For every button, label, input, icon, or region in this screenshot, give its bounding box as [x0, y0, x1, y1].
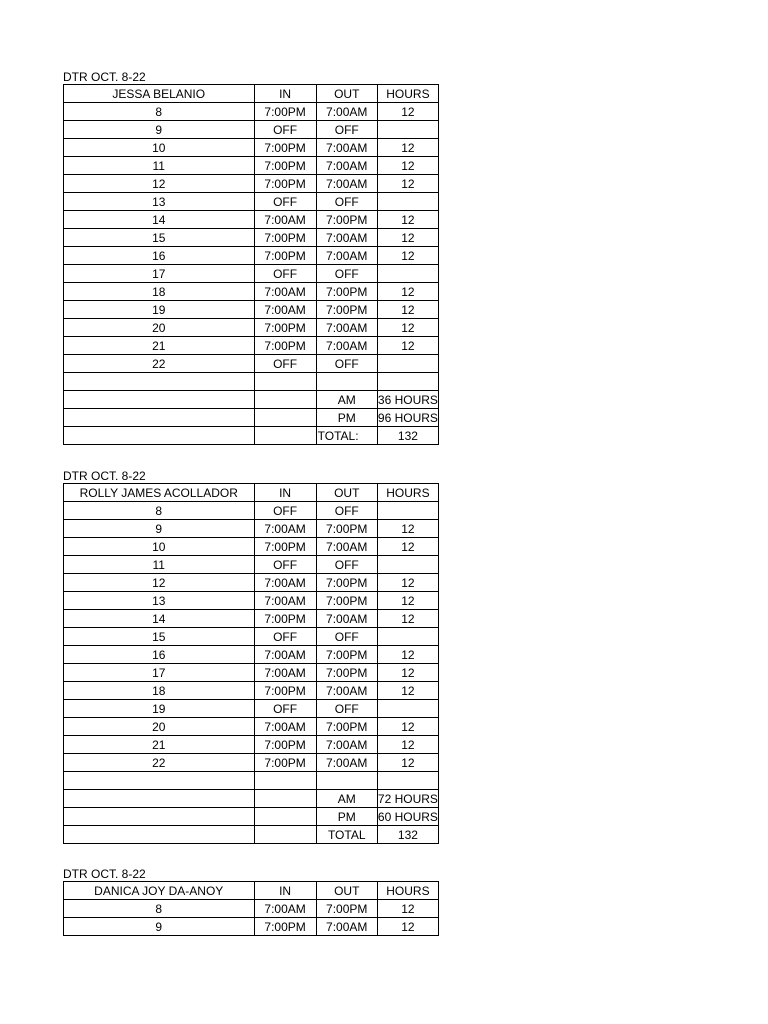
out-cell: 7:00PM [316, 664, 377, 682]
column-header: HOURS [377, 882, 438, 900]
day-cell: 10 [64, 139, 255, 157]
table-row [64, 211, 439, 229]
empty-cell [254, 808, 316, 826]
day-cell: 22 [64, 754, 255, 772]
empty-cell [64, 391, 255, 409]
in-cell: 7:00PM [254, 319, 316, 337]
hours-cell: 12 [377, 754, 438, 772]
dtr-table [63, 483, 439, 844]
table-row [64, 700, 439, 718]
day-cell: 19 [64, 301, 255, 319]
empty-cell [254, 790, 316, 808]
hours-cell: 12 [377, 918, 438, 936]
hours-cell: 12 [377, 319, 438, 337]
out-cell: 7:00PM [316, 900, 377, 918]
table-row [64, 718, 439, 736]
day-cell [64, 772, 255, 790]
table-row [64, 265, 439, 283]
out-cell: 7:00AM [316, 175, 377, 193]
table-row [64, 301, 439, 319]
table-row [64, 229, 439, 247]
in-cell: 7:00PM [254, 538, 316, 556]
table-row [64, 900, 439, 918]
dtr-block [63, 867, 439, 936]
hours-cell: 12 [377, 337, 438, 355]
summary-value: 132 [377, 427, 438, 445]
in-cell: 7:00AM [254, 520, 316, 538]
hours-cell: 12 [377, 157, 438, 175]
hours-cell [377, 700, 438, 718]
table-row [64, 373, 439, 391]
day-cell: 12 [64, 574, 255, 592]
out-cell: 7:00AM [316, 538, 377, 556]
hours-cell [377, 373, 438, 391]
day-cell: 16 [64, 247, 255, 265]
table-row [64, 337, 439, 355]
in-cell: 7:00AM [254, 664, 316, 682]
hours-cell: 12 [377, 718, 438, 736]
in-cell: 7:00PM [254, 754, 316, 772]
in-cell: 7:00AM [254, 211, 316, 229]
in-cell: 7:00AM [254, 301, 316, 319]
day-cell: 9 [64, 121, 255, 139]
table-row [64, 175, 439, 193]
day-cell: 9 [64, 918, 255, 936]
out-cell: 7:00AM [316, 139, 377, 157]
out-cell: 7:00AM [316, 247, 377, 265]
day-cell: 17 [64, 265, 255, 283]
day-cell: 8 [64, 103, 255, 121]
day-cell: 14 [64, 211, 255, 229]
hours-cell: 12 [377, 646, 438, 664]
day-cell: 20 [64, 718, 255, 736]
day-cell: 11 [64, 556, 255, 574]
out-cell: OFF [316, 355, 377, 373]
hours-cell: 12 [377, 103, 438, 121]
column-header: IN [254, 882, 316, 900]
hours-cell: 12 [377, 175, 438, 193]
hours-cell: 12 [377, 139, 438, 157]
day-cell: 8 [64, 502, 255, 520]
table-row [64, 754, 439, 772]
empty-cell [254, 427, 316, 445]
hours-cell: 12 [377, 736, 438, 754]
in-cell: 7:00PM [254, 247, 316, 265]
summary-row [64, 790, 439, 808]
table-row [64, 682, 439, 700]
out-cell: 7:00PM [316, 646, 377, 664]
in-cell [254, 373, 316, 391]
summary-row [64, 391, 439, 409]
hours-cell: 12 [377, 610, 438, 628]
table-row [64, 918, 439, 936]
table-row [64, 574, 439, 592]
table-row [64, 283, 439, 301]
empty-cell [254, 826, 316, 844]
hours-cell: 12 [377, 538, 438, 556]
table-row [64, 538, 439, 556]
table-row [64, 556, 439, 574]
hours-cell [377, 628, 438, 646]
out-cell: 7:00AM [316, 610, 377, 628]
day-cell: 17 [64, 664, 255, 682]
out-cell: OFF [316, 121, 377, 139]
hours-cell: 12 [377, 574, 438, 592]
summary-label: TOTAL: [316, 427, 377, 445]
out-cell [316, 772, 377, 790]
hours-cell: 12 [377, 211, 438, 229]
table-row [64, 628, 439, 646]
day-cell: 15 [64, 229, 255, 247]
day-cell: 13 [64, 592, 255, 610]
day-cell: 15 [64, 628, 255, 646]
out-cell: OFF [316, 700, 377, 718]
in-cell: 7:00AM [254, 900, 316, 918]
dtr-title: DTR OCT. 8-22 [63, 867, 146, 881]
out-cell: 7:00AM [316, 337, 377, 355]
in-cell: OFF [254, 121, 316, 139]
day-cell: 22 [64, 355, 255, 373]
out-cell: 7:00PM [316, 592, 377, 610]
table-row [64, 736, 439, 754]
empty-cell [254, 409, 316, 427]
hours-cell [377, 502, 438, 520]
empty-cell [64, 427, 255, 445]
out-cell: 7:00AM [316, 103, 377, 121]
employee-name-header: ROLLY JAMES ACOLLADOR [64, 484, 255, 502]
summary-row [64, 409, 439, 427]
out-cell: OFF [316, 556, 377, 574]
table-row [64, 520, 439, 538]
out-cell: 7:00AM [316, 229, 377, 247]
summary-label: AM [316, 790, 377, 808]
column-header: HOURS [377, 484, 438, 502]
out-cell: 7:00PM [316, 301, 377, 319]
empty-cell [64, 826, 255, 844]
summary-label: PM [316, 409, 377, 427]
table-row [64, 319, 439, 337]
hours-cell: 12 [377, 229, 438, 247]
in-cell: 7:00PM [254, 918, 316, 936]
in-cell: 7:00PM [254, 139, 316, 157]
day-cell: 13 [64, 193, 255, 211]
hours-cell: 12 [377, 592, 438, 610]
out-cell: 7:00AM [316, 918, 377, 936]
in-cell: OFF [254, 502, 316, 520]
out-cell: OFF [316, 193, 377, 211]
dtr-block [63, 70, 439, 445]
in-cell: 7:00AM [254, 718, 316, 736]
in-cell: OFF [254, 193, 316, 211]
hours-cell: 12 [377, 664, 438, 682]
day-cell: 14 [64, 610, 255, 628]
out-cell: 7:00PM [316, 283, 377, 301]
dtr-table [63, 881, 439, 936]
table-row [64, 247, 439, 265]
in-cell: 7:00PM [254, 157, 316, 175]
out-cell: OFF [316, 265, 377, 283]
table-row [64, 193, 439, 211]
in-cell: 7:00PM [254, 682, 316, 700]
out-cell: 7:00PM [316, 718, 377, 736]
header-row [64, 484, 439, 502]
empty-cell [64, 808, 255, 826]
employee-name-header: JESSA BELANIO [64, 85, 255, 103]
dtr-table [63, 84, 439, 445]
in-cell [254, 772, 316, 790]
day-cell: 18 [64, 283, 255, 301]
summary-value: 132 [377, 826, 438, 844]
in-cell: 7:00AM [254, 592, 316, 610]
empty-cell [64, 790, 255, 808]
in-cell: 7:00PM [254, 175, 316, 193]
table-row [64, 103, 439, 121]
day-cell: 11 [64, 157, 255, 175]
summary-label: AM [316, 391, 377, 409]
out-cell [316, 373, 377, 391]
day-cell: 12 [64, 175, 255, 193]
day-cell: 8 [64, 900, 255, 918]
day-cell: 20 [64, 319, 255, 337]
out-cell: 7:00PM [316, 520, 377, 538]
header-row [64, 882, 439, 900]
in-cell: 7:00PM [254, 337, 316, 355]
summary-label: PM [316, 808, 377, 826]
summary-value: 96 HOURS [377, 410, 438, 425]
column-header: OUT [316, 882, 377, 900]
dtr-block [63, 469, 439, 844]
hours-cell: 12 [377, 301, 438, 319]
in-cell: 7:00AM [254, 646, 316, 664]
in-cell: 7:00PM [254, 103, 316, 121]
in-cell: 7:00AM [254, 574, 316, 592]
out-cell: 7:00AM [316, 319, 377, 337]
in-cell: OFF [254, 265, 316, 283]
summary-value: 36 HOURS [377, 392, 438, 407]
table-row [64, 592, 439, 610]
hours-cell: 12 [377, 283, 438, 301]
table-row [64, 157, 439, 175]
column-header: OUT [316, 85, 377, 103]
in-cell: OFF [254, 556, 316, 574]
out-cell: OFF [316, 502, 377, 520]
day-cell: 18 [64, 682, 255, 700]
hours-cell [377, 556, 438, 574]
day-cell: 9 [64, 520, 255, 538]
day-cell: 16 [64, 646, 255, 664]
summary-row [64, 427, 439, 445]
in-cell: 7:00PM [254, 736, 316, 754]
hours-cell: 12 [377, 520, 438, 538]
summary-row [64, 808, 439, 826]
out-cell: 7:00AM [316, 754, 377, 772]
table-row [64, 502, 439, 520]
hours-cell: 12 [377, 247, 438, 265]
hours-cell: 12 [377, 900, 438, 918]
out-cell: 7:00AM [316, 736, 377, 754]
empty-cell [64, 409, 255, 427]
employee-name-header: DANICA JOY DA-ANOY [64, 882, 255, 900]
empty-cell [254, 391, 316, 409]
column-header: IN [254, 85, 316, 103]
out-cell: 7:00PM [316, 211, 377, 229]
column-header: HOURS [377, 85, 438, 103]
in-cell: OFF [254, 700, 316, 718]
in-cell: 7:00PM [254, 610, 316, 628]
table-row [64, 139, 439, 157]
hours-cell: 12 [377, 682, 438, 700]
out-cell: 7:00PM [316, 574, 377, 592]
day-cell: 19 [64, 700, 255, 718]
dtr-title: DTR OCT. 8-22 [63, 469, 146, 483]
in-cell: 7:00PM [254, 229, 316, 247]
day-cell: 21 [64, 337, 255, 355]
summary-row [64, 826, 439, 844]
in-cell: OFF [254, 355, 316, 373]
table-row [64, 121, 439, 139]
hours-cell [377, 121, 438, 139]
in-cell: OFF [254, 628, 316, 646]
summary-value: 72 HOURS [377, 791, 438, 806]
table-row [64, 772, 439, 790]
out-cell: OFF [316, 628, 377, 646]
table-row [64, 355, 439, 373]
table-row [64, 664, 439, 682]
day-cell: 10 [64, 538, 255, 556]
hours-cell [377, 193, 438, 211]
column-header: OUT [316, 484, 377, 502]
day-cell [64, 373, 255, 391]
dtr-title: DTR OCT. 8-22 [63, 70, 146, 84]
table-row [64, 610, 439, 628]
table-row [64, 646, 439, 664]
column-header: IN [254, 484, 316, 502]
summary-value: 60 HOURS [377, 809, 438, 824]
header-row [64, 85, 439, 103]
out-cell: 7:00AM [316, 157, 377, 175]
hours-cell [377, 772, 438, 790]
hours-cell [377, 265, 438, 283]
day-cell: 21 [64, 736, 255, 754]
summary-label: TOTAL [316, 826, 377, 844]
in-cell: 7:00AM [254, 283, 316, 301]
hours-cell [377, 355, 438, 373]
out-cell: 7:00AM [316, 682, 377, 700]
